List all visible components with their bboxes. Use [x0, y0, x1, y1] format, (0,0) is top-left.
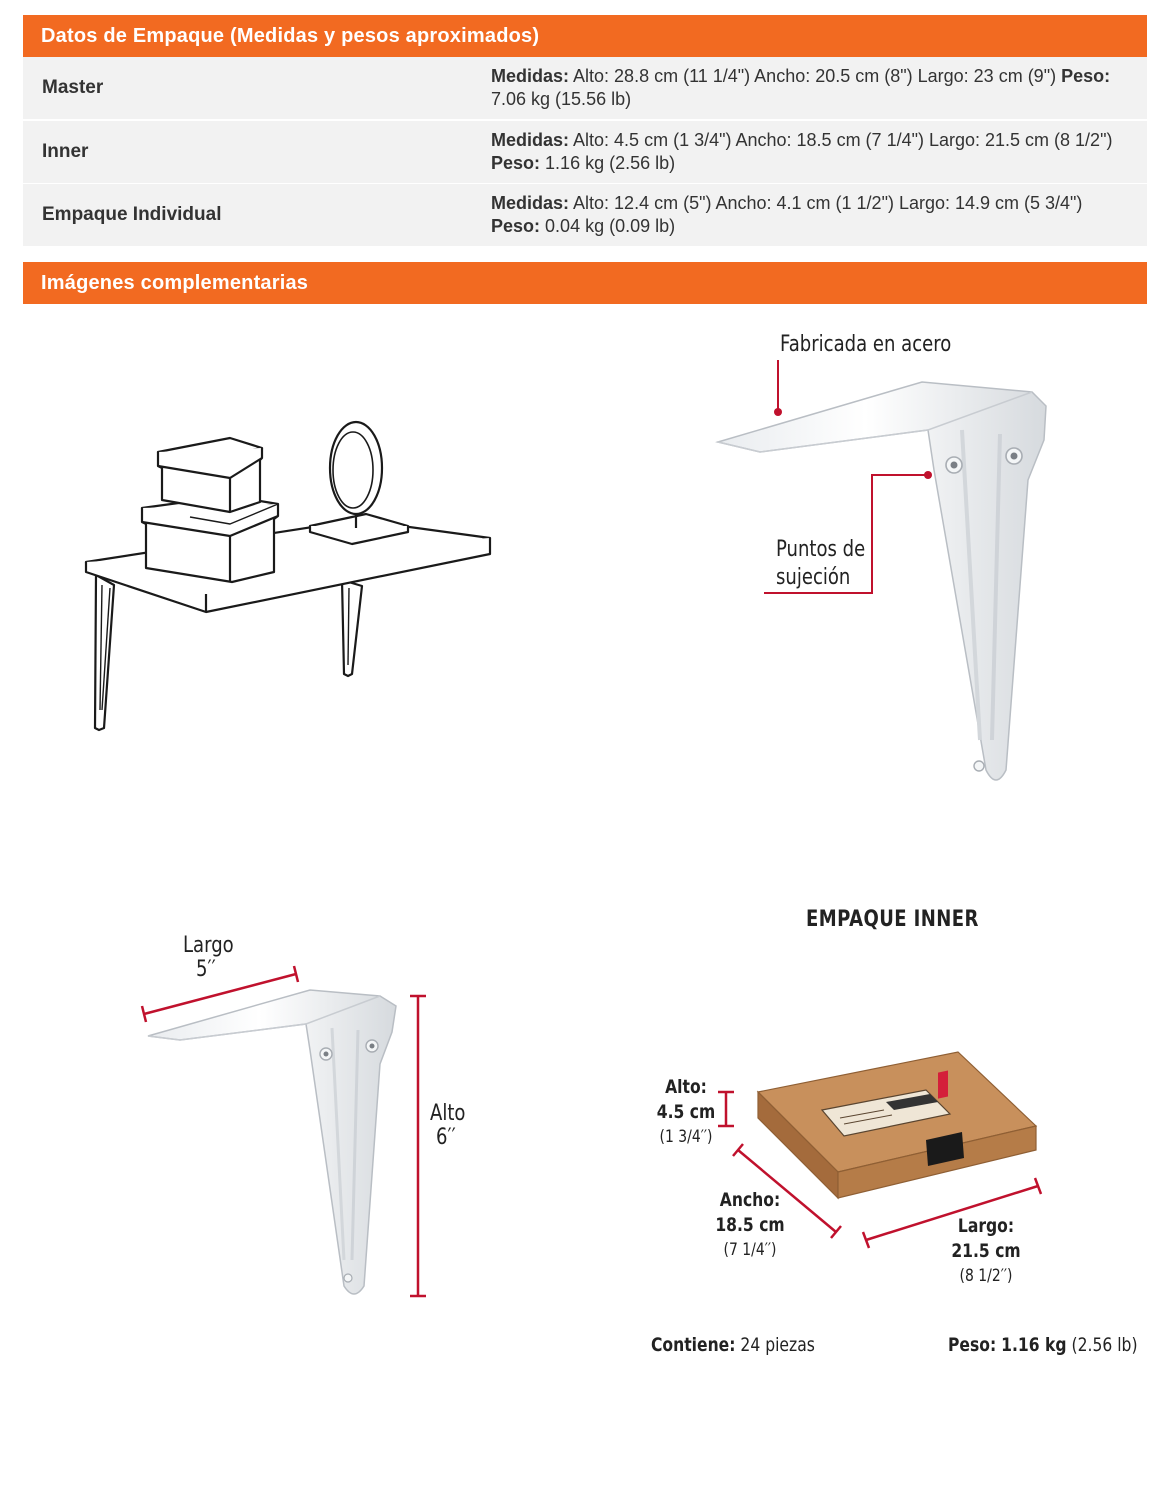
box-ancho-in: (7 1/4′′)	[723, 1240, 777, 1260]
row-values	[491, 192, 1147, 238]
peso-label: Peso:	[491, 216, 541, 236]
box-alto-label: Alto:	[665, 1076, 707, 1098]
table-row	[23, 121, 1147, 183]
medidas-label: Medidas:	[491, 129, 570, 150]
weight-lb: (2.56 lb)	[1071, 1334, 1138, 1356]
box-largo-in: (8 1/2′′)	[959, 1266, 1013, 1286]
box-largo-cm: 21.5 cm	[951, 1240, 1021, 1262]
fixing-points-label: sujeción	[776, 565, 851, 590]
contains-label: Contiene:	[651, 1334, 736, 1356]
row-values	[491, 129, 1147, 175]
peso-label: Peso:	[1061, 66, 1111, 86]
contains-info	[651, 1333, 815, 1357]
medidas-value: Alto: 12.4 cm (5") Ancho: 4.1 cm (1 1/2") Largo: 14.9 cm (5 3/4")	[573, 193, 1083, 213]
packaging-header: Datos de Empaque (Medidas y pesos aproximados)	[23, 15, 1147, 57]
largo-label: Largo	[183, 933, 234, 958]
box-alto-in: (1 3/4′′)	[659, 1127, 713, 1147]
row-values	[491, 65, 1147, 111]
row-name: Inner	[42, 140, 89, 162]
row-name: Master	[42, 77, 104, 98]
packaging-table	[23, 57, 1147, 248]
largo-value: 5′′	[196, 957, 216, 982]
box-ancho-cm: 18.5 cm	[715, 1214, 785, 1236]
fixing-points-label: Puntos de	[776, 537, 866, 562]
peso-value: 7.06 kg (15.56 lb)	[491, 89, 632, 109]
bracket-illustration	[700, 360, 1100, 800]
box-alto-cm: 4.5 cm	[656, 1101, 716, 1123]
box-largo-label: Largo:	[957, 1215, 1015, 1237]
weight-info	[948, 1333, 1138, 1357]
images-header: Imágenes complementarias	[23, 262, 1147, 304]
table-row	[23, 57, 1147, 119]
peso-value: 1.16 kg (2.56 lb)	[545, 152, 676, 173]
medidas-label: Medidas:	[491, 66, 570, 86]
inner-package-title: EMPAQUE INNER	[806, 907, 979, 932]
weight-kg: 1.16 kg	[1001, 1334, 1067, 1356]
shelf-illustration	[70, 410, 510, 740]
material-label: Fabricada en acero	[780, 332, 952, 357]
table-row	[23, 184, 1147, 246]
peso-label: Peso:	[491, 152, 541, 173]
contains-value: 24 piezas	[740, 1334, 815, 1356]
medidas-value: Alto: 4.5 cm (1 3/4") Ancho: 18.5 cm (7 1/4") Largo: 21.5 cm (8 1/2")	[573, 129, 1113, 150]
box-ancho-label: Ancho:	[719, 1189, 781, 1211]
alto-label: Alto	[430, 1101, 466, 1126]
weight-label: Peso:	[948, 1334, 997, 1356]
alto-value: 6′′	[436, 1125, 456, 1150]
bracket-dimensions	[130, 957, 470, 1310]
peso-value: 0.04 kg (0.09 lb)	[545, 216, 676, 236]
row-name: Empaque Individual	[42, 204, 222, 225]
medidas-label: Medidas:	[491, 193, 570, 213]
medidas-value: Alto: 28.8 cm (11 1/4") Ancho: 20.5 cm (8") Largo: 23 cm (9")	[573, 66, 1057, 86]
